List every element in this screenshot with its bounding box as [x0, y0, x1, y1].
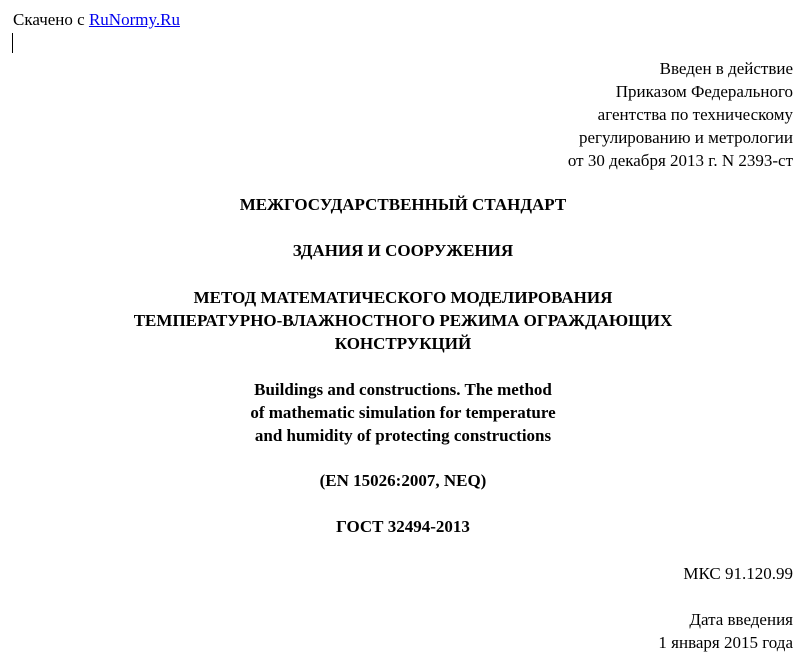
- enactment-line: регулированию и метрологии: [578, 128, 793, 147]
- title-en: [0, 378, 799, 447]
- title-ru-line: ТЕМПЕРАТУРНО-ВЛАЖНОСТНОГО РЕЖИМА ОГРАЖДАЮЩИХ: [133, 311, 673, 330]
- title-en-line: of mathematic simulation for temperature: [250, 403, 556, 422]
- effective-label: Дата введения: [689, 610, 793, 629]
- title-ru-line: КОНСТРУКЦИЙ: [334, 334, 472, 353]
- source-prefix: Скачено с: [13, 10, 85, 29]
- enactment-block: [568, 57, 793, 172]
- standard-type-heading: МЕЖГОСУДАРСТВЕННЫЙ СТАНДАРТ: [239, 195, 567, 214]
- effective-date: 1 января 2015 года: [658, 633, 793, 652]
- title-ru-line: МЕТОД МАТЕМАТИЧЕСКОГО МОДЕЛИРОВАНИЯ: [193, 288, 613, 307]
- source-note: [13, 8, 180, 31]
- enactment-line: Приказом Федерального: [615, 82, 793, 101]
- reference-standard: (EN 15026:2007, NEQ): [319, 471, 487, 490]
- category-heading: ЗДАНИЯ И СООРУЖЕНИЯ: [292, 241, 514, 260]
- document-code: ГОСТ 32494-2013: [336, 517, 470, 536]
- title-en-line: and humidity of protecting constructions: [254, 426, 552, 445]
- title-ru: [0, 286, 799, 355]
- text-cursor: [12, 33, 13, 53]
- enactment-line: от 30 декабря 2013 г. N 2393-ст: [567, 151, 793, 170]
- runormy-link[interactable]: RuNormy.Ru: [88, 10, 180, 29]
- effective-date-block: [658, 608, 793, 654]
- title-en-line: Buildings and constructions. The method: [254, 380, 552, 399]
- mks-code: МКС 91.120.99: [683, 564, 793, 583]
- enactment-line: агентства по техническому: [597, 105, 793, 124]
- enactment-line: Введен в действие: [659, 59, 793, 78]
